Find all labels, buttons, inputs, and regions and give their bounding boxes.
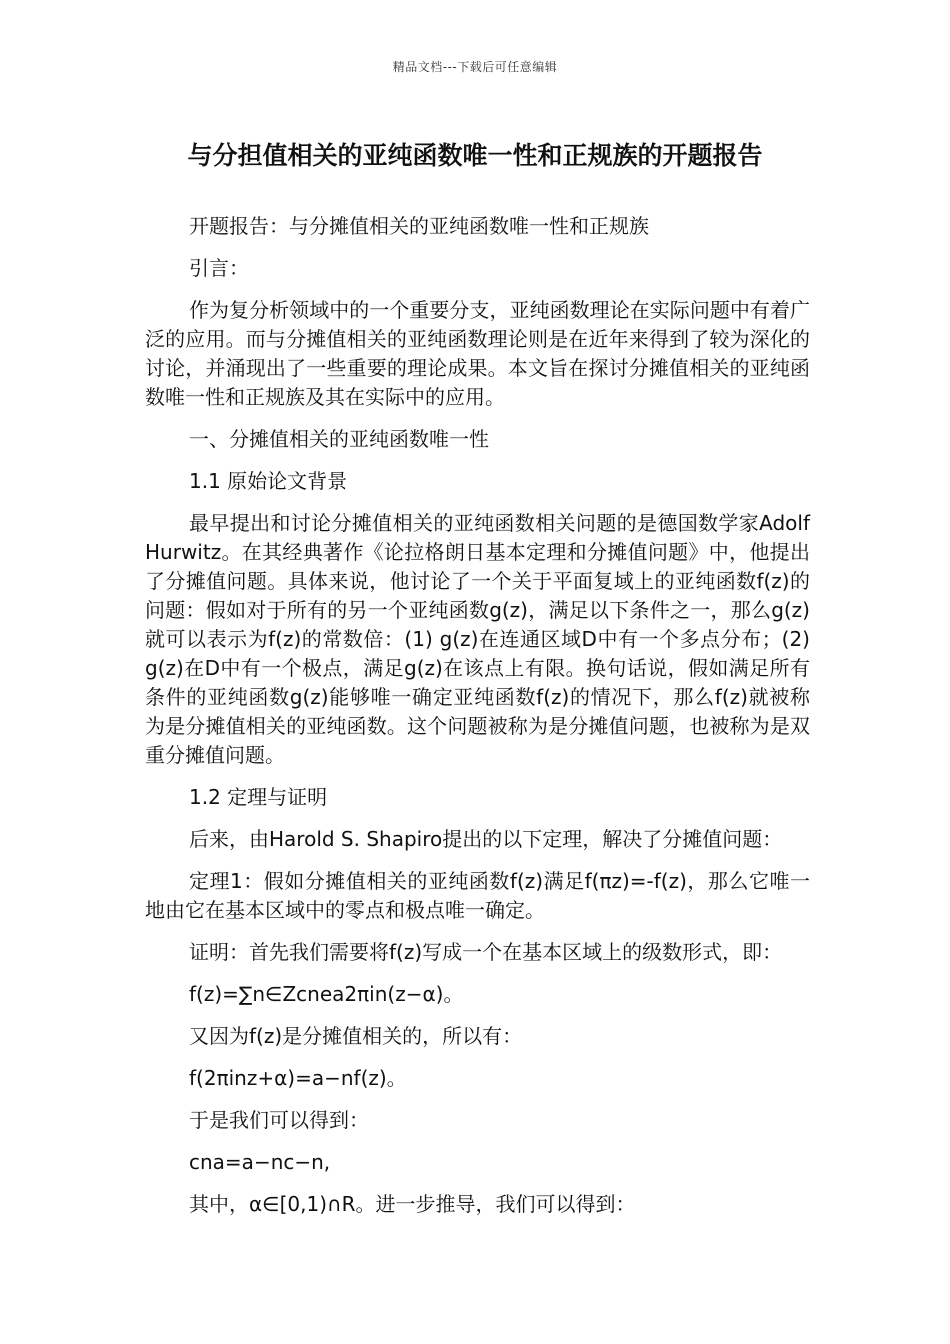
- subsection-heading-1-2: 1.2 定理与证明: [189, 785, 328, 809]
- formula-series: f(z)=∑n∈Zcnea2πin(z−α)。: [189, 982, 464, 1006]
- subsection-heading-1-1: 1.1 原始论文背景: [189, 469, 348, 493]
- paragraph-report-heading: 开题报告：与分摊值相关的亚纯函数唯一性和正规族: [189, 214, 649, 238]
- paragraph-theorem-1: 定理1：假如分摊值相关的亚纯函数f(z)满足f(πz)=-f(z)，那么它唯一地由它在基本区域中的零点和极点唯一确定。: [145, 869, 810, 922]
- formula-shift: f(2πinz+α)=a−nf(z)。: [189, 1066, 407, 1090]
- paragraph-background: 最早提出和讨论分摊值相关的亚纯函数相关问题的是德国数学家Adolf Hurwitz。在其经典著作《论拉格朗日基本定理和分摊值问题》中，他提出了分摊值问题。具体来说，他讨论了一个关于平面复域上的亚纯函数f(z)的问题：假如对于所有的另一个亚纯函数g(z)，满足以下条件之一，那么g(z)就可以表示为f(z)的常数倍：(1) g(z)在连通区域D中有一个多点分布；(2) g(z)在D中有一个极点，满足g(z)在该点上有限。换句话说，假如满足所有条件的亚纯函数g(z)能够唯一确定亚纯函数f(z)的情况下，那么f(z)就被称为是分摊值相关的亚纯函数。这个问题被称为是分摊值问题，也被称为是双重分摊值问题。: [145, 511, 810, 767]
- paragraph-where: 其中，α∈[0,1)∩R。进一步推导，我们可以得到：: [189, 1192, 636, 1216]
- document-body: [145, 212, 810, 1232]
- paragraph-therefore: 于是我们可以得到：: [189, 1108, 369, 1132]
- document-title: 与分担值相关的亚纯函数唯一性和正规族的开题报告: [187, 141, 763, 170]
- paragraph-because: 又因为f(z)是分摊值相关的，所以有：: [189, 1024, 523, 1048]
- formula-coefficients: cna=a−nc−n,: [189, 1150, 331, 1174]
- paragraph-proof: 证明：首先我们需要将f(z)写成一个在基本区域上的级数形式，即：: [189, 940, 783, 964]
- paragraph-intro: 作为复分析领域中的一个重要分支，亚纯函数理论在实际问题中有着广泛的应用。而与分摊值相关的亚纯函数理论则是在近年来得到了较为深化的讨论，并涌现出了一些重要的理论成果。本文旨在探讨分摊值相关的亚纯函数唯一性和正规族及其在实际中的应用。: [145, 298, 810, 409]
- section-heading-1: 一、分摊值相关的亚纯函数唯一性: [189, 427, 489, 451]
- paragraph-intro-label: 引言：: [189, 256, 249, 280]
- paragraph-shapiro: 后来，由Harold S. Shapiro提出的以下定理，解决了分摊值问题：: [189, 827, 783, 851]
- header-note: 精品文档---下载后可任意编辑: [392, 60, 558, 74]
